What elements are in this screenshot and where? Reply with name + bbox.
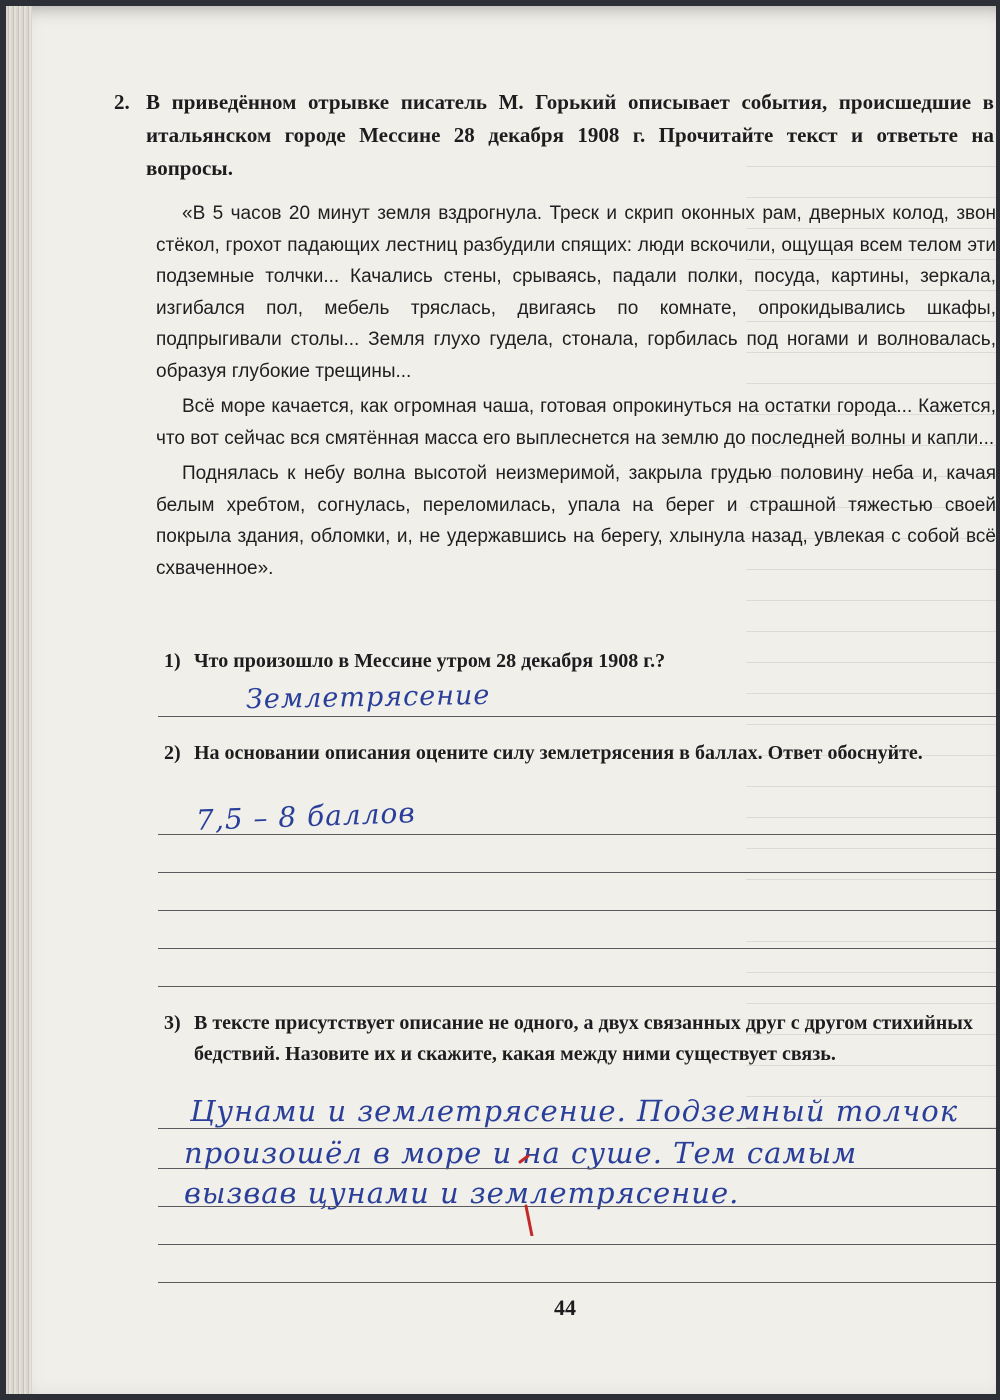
question-number: 2. [114, 90, 130, 114]
question-heading [114, 86, 994, 185]
page-edge-stack [6, 6, 32, 1394]
answer-3-handwriting-line-1: Цунами и землетрясение. Подземный толчок [190, 1094, 959, 1128]
answer-3-handwriting-line-2: произошёл в море и на суше. Тем самым [184, 1136, 858, 1170]
subquestion-2 [164, 738, 994, 769]
answer-line [158, 1168, 996, 1169]
subquestion-3-text: В тексте присутствует описание не одного, а двух связанных друг с другом стихийных бедствий. Назовите их и скажите, какая между ними существует связь. [194, 1012, 973, 1065]
answer-line [158, 910, 996, 911]
subquestion-3-number: 3) [164, 1012, 181, 1034]
subquestion-2-number: 2) [164, 742, 181, 764]
subquestion-1-number: 1) [164, 650, 181, 672]
answer-line [158, 716, 996, 717]
answer-3-handwriting-line-3: вызвав цунами и землетрясение. [184, 1176, 740, 1210]
answer-1-handwriting: Землетрясение [245, 679, 491, 716]
answer-line [158, 1128, 996, 1129]
answer-line [158, 872, 996, 873]
quote-block [156, 198, 996, 584]
quote-paragraph-2: Всё море качается, как огромная чаша, готовая опрокинуться на остатки города... Кажется, что вот сейчас вся смятённая масса его выплеснется на землю до последней волны и капли... [156, 396, 996, 449]
red-correction-mark [506, 1126, 546, 1236]
subquestion-2-text: На основании описания оцените силу землетрясения в баллах. Ответ обоснуйте. [194, 742, 923, 764]
subquestion-1-text: Что произошло в Мессине утром 28 декабря 1908 г.? [194, 650, 666, 672]
subquestion-1 [164, 646, 994, 677]
answer-line [158, 986, 996, 987]
subquestion-3 [164, 1008, 994, 1070]
page-number: 44 [554, 1295, 576, 1320]
answer-line [158, 1206, 996, 1207]
quote-paragraph-3: Поднялась к небу волна высотой неизмеримой, закрыла грудью половину неба и, качая белым хребтом, согнулась, переломилась, упала на берег и страшной тяжестью своей покрыла здания, обломки, и, не удержавшись на берегу, хлынула назад, увлекая с собой всё схваченное». [156, 463, 996, 579]
answer-2-handwriting: 7,5 – 8 баллов [195, 796, 417, 837]
quote-paragraph-1: «В 5 часов 20 минут земля вздрогнула. Треск и скрип оконных рам, дверных колод, звон стёкол, грохот падающих лестниц разбудили спящих: люди вскочили, ощущая всем телом эти подземные толчки... Качались стены, срываясь, падали полки, посуда, картины, зеркала, изгибался пол, мебель тряслась, двигаясь по комнате, опрокидывались шкафы, подпрыгивали столы... Земля глухо гудела, стонала, горбилась под ногами и волновалась, образуя глубокие трещины... [156, 203, 996, 382]
answer-line [158, 948, 996, 949]
answer-line [158, 1282, 996, 1283]
answer-line [158, 1244, 996, 1245]
question-text: В приведённом отрывке писатель М. Горький описывает события, происшедшие в итальянском городе Мессине 28 декабря 1908 г. Прочитайте текст и ответьте на вопросы. [146, 90, 994, 180]
answer-line [158, 834, 996, 835]
workbook-page [6, 6, 996, 1394]
